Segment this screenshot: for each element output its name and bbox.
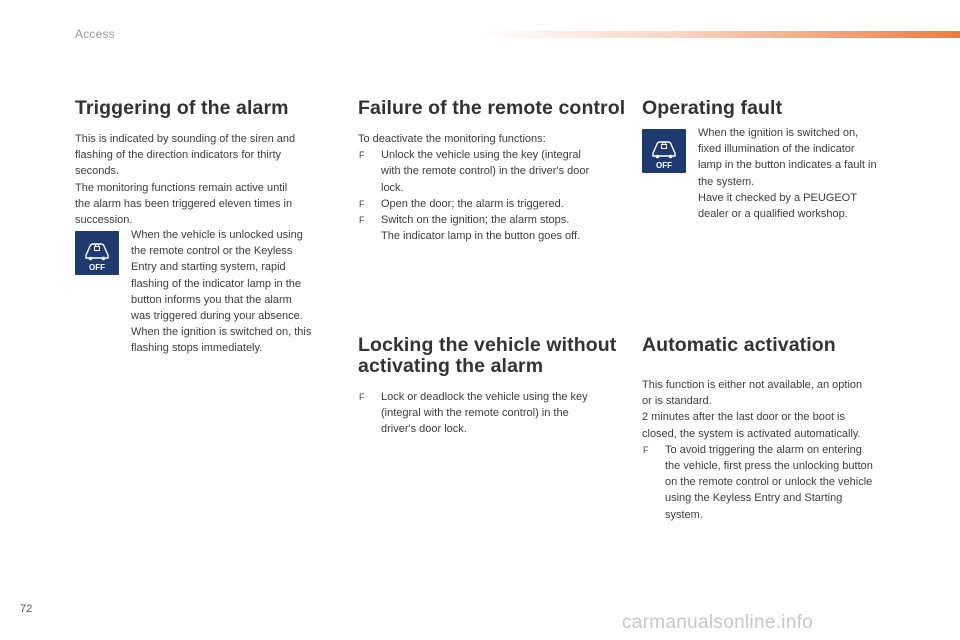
text-line: Entry and starting system, rapid — [131, 261, 286, 274]
watermark: carmanualsonline.info — [622, 612, 814, 633]
text-line: the alarm has been triggered eleven times in — [75, 197, 293, 210]
text-line: the remote control or the Keyless — [131, 245, 293, 258]
bullet-icon: F — [359, 392, 365, 402]
bullet-icon: F — [359, 215, 365, 226]
text-line: lamp in the button indicates a fault in — [698, 159, 877, 172]
automatic-list — [642, 442, 917, 523]
fault-title: Operating fault — [642, 97, 783, 119]
list-item — [358, 212, 628, 244]
alarm-off-button-icon — [75, 231, 119, 275]
text-line: Open the door; the alarm is triggered. — [381, 197, 564, 210]
text-line: or is standard. — [642, 395, 712, 408]
bullet-icon: F — [643, 444, 649, 455]
text-line: the vehicle, first press the unlocking button — [665, 460, 873, 473]
text-line: flashing stops immediately. — [131, 342, 263, 355]
text-line: flashing of the indicator lamp in the — [131, 277, 301, 290]
locking-title-line1: Locking the vehicle without — [358, 334, 617, 356]
text-line: lock. — [381, 181, 404, 194]
triggering-note — [131, 227, 341, 357]
fault-section — [642, 98, 912, 119]
failure-title: Failure of the remote control — [358, 97, 626, 119]
text-line: was triggered during your absence. — [131, 310, 303, 323]
list-item — [358, 196, 628, 212]
text-line: closed, the system is activated automatically. — [642, 427, 861, 440]
text-line: Lock or deadlock the vehicle using the key — [381, 391, 588, 403]
text-line: Switch on the ignition; the alarm stops. — [381, 214, 570, 227]
text-line: The indicator lamp in the button goes off. — [381, 230, 581, 243]
triggering-title: Triggering of the alarm — [75, 97, 289, 119]
failure-list — [358, 147, 628, 244]
text-line: with the remote control) in the driver's door — [381, 165, 590, 178]
off-label: OFF — [89, 263, 105, 272]
text-line: When the ignition is switched on, — [698, 127, 859, 139]
text-line: system. — [665, 508, 703, 521]
off-label: OFF — [656, 161, 672, 170]
text-line: driver's door lock. — [381, 423, 467, 436]
triggering-para2 — [75, 180, 335, 229]
text-line: on the remote control or unlock the vehicle — [665, 476, 873, 489]
section-title: Access — [75, 27, 115, 41]
text-line: fixed illumination of the indicator — [698, 143, 855, 156]
locking-list — [358, 389, 628, 438]
failure-intro: To deactivate the monitoring functions: — [358, 133, 546, 145]
locking-section — [358, 335, 628, 438]
text-line: The monitoring functions remain active until — [75, 181, 288, 194]
fault-text — [698, 125, 913, 222]
triggering-section — [75, 98, 335, 228]
text-line: succession. — [75, 214, 133, 227]
header-accent-bar — [480, 31, 960, 38]
bullet-icon: F — [359, 150, 365, 161]
car-lock-icon — [75, 231, 119, 275]
text-line: flashing of the direction indicators for thirty — [75, 149, 282, 162]
automatic-section — [642, 335, 917, 523]
triggering-para1 — [75, 131, 335, 180]
text-line: Have it checked by a PEUGEOT — [698, 191, 857, 204]
list-item — [358, 147, 628, 196]
text-line: 2 minutes after the last door or the boot is — [642, 411, 846, 424]
text-line: (integral with the remote control) in the — [381, 407, 569, 420]
page-number: 72 — [20, 603, 33, 615]
text-line: dealer or a qualified workshop. — [698, 208, 848, 221]
bullet-icon: F — [359, 198, 365, 209]
text-line: This function is either not available, an option — [642, 379, 863, 391]
text-line: This is indicated by sounding of the siren and — [75, 133, 296, 145]
text-line: Unlock the vehicle using the key (integral — [381, 149, 581, 162]
text-line: using the Keyless Entry and Starting — [665, 492, 843, 505]
automatic-para1 — [642, 377, 917, 409]
text-line: When the vehicle is unlocked using — [131, 229, 303, 241]
fault-off-button-icon — [642, 129, 686, 173]
text-line: the system. — [698, 175, 755, 188]
locking-title-line2: activating the alarm — [358, 355, 544, 377]
list-item — [642, 442, 917, 523]
text-line: button informs you that the alarm — [131, 293, 292, 306]
automatic-title: Automatic activation — [642, 334, 836, 356]
car-lock-icon — [642, 129, 686, 173]
failure-section — [358, 98, 628, 244]
text-line: When the ignition is switched on, this — [131, 326, 312, 339]
text-line: To avoid triggering the alarm on entering — [665, 443, 862, 456]
automatic-para2 — [642, 409, 917, 441]
list-item — [358, 389, 628, 438]
text-line: seconds. — [75, 165, 120, 178]
